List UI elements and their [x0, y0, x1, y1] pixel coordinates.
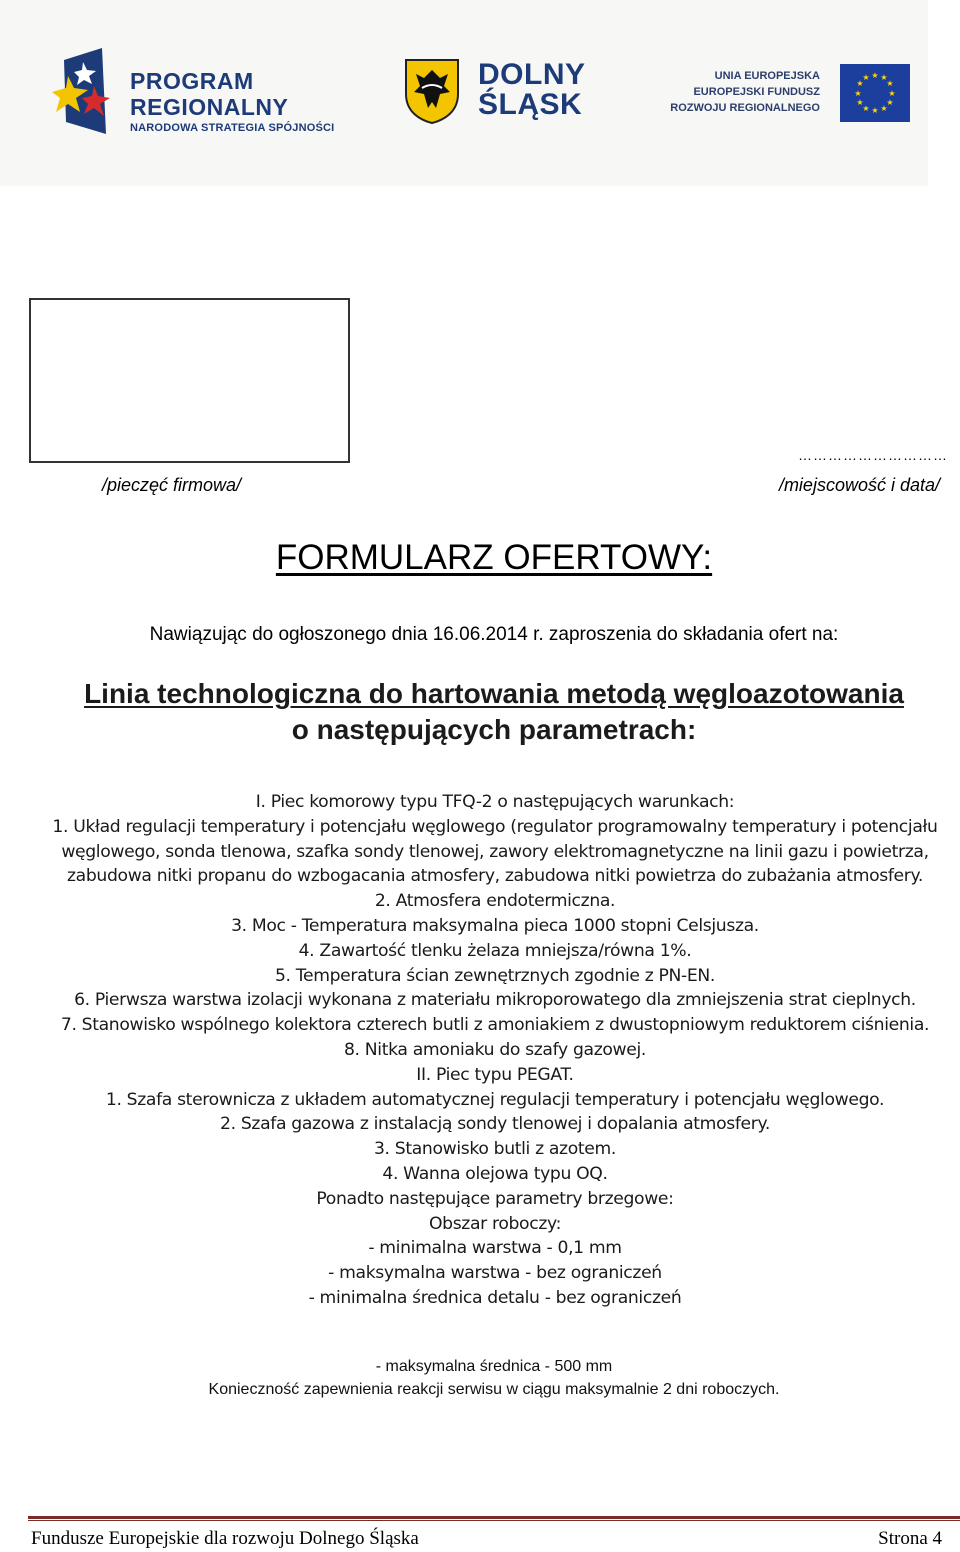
- logo-line: ROZWOJU REGIONALNEGO: [670, 102, 820, 114]
- service-note: Konieczność zapewnienia reakcji serwisu w ciągu maksymalnie 2 dni roboczych.: [208, 1381, 780, 1398]
- eu-flag-icon: [840, 64, 910, 122]
- list-item: - maksymalna warstwa - bez ograniczeń: [328, 1263, 662, 1284]
- list-item: 6. Pierwsza warstwa izolacji wykonana z materiału mikroporowatego dla zmniejszenia strat cieplnych.: [74, 990, 916, 1011]
- logo-line: REGIONALNY: [130, 94, 289, 120]
- logo-line: PROGRAM: [130, 68, 254, 94]
- list-item: - maksymalna średnica - 500 mm: [375, 1358, 613, 1375]
- list-item: 8. Nitka amoniaku do szafy gazowej.: [343, 1039, 647, 1060]
- svg-text:★: ★: [856, 98, 864, 107]
- subject-line-2: o następujących parametrach:: [291, 714, 697, 745]
- list-item: 7. Stanowisko wspólnego kolektora czterech butli z amoniakiem z dwustopniowym reduktorem ciśnienia.: [60, 1015, 930, 1036]
- logo-line: ŚLĄSK: [478, 88, 583, 121]
- coat-of-arms-icon: [404, 58, 460, 124]
- svg-text:★: ★: [862, 73, 870, 82]
- svg-text:★: ★: [880, 104, 888, 113]
- program-regionalny-logo: [52, 42, 352, 142]
- list-item: 1. Układ regulacji temperatury i potencjału węglowego (regulator programowalny temperatury i potencjału węglowego, sonda tlenowa, szafka sondy tlenowej, zawory elektromagnetyczne na linii gazu i powietrza, zabudowa nitki propanu do wzbogacania atmosfery, zabudowa nitki powietrza do zubażania atmosfery.: [52, 816, 938, 887]
- dolny-slask-text: [478, 60, 586, 120]
- dolny-slask-logo: [404, 58, 604, 128]
- stars-emblem-icon: [52, 42, 122, 142]
- svg-text:★: ★: [888, 89, 896, 98]
- subject-heading: [0, 676, 960, 748]
- logo-line: EUROPEJSKI FUNDUSZ: [693, 86, 820, 98]
- area-heading: Obszar roboczy:: [428, 1213, 562, 1234]
- logo-line: DOLNY: [478, 58, 586, 91]
- intro-text: Nawiązując do ogłoszonego dnia 16.06.2014 r. zaproszenia do składania ofert na:: [149, 624, 839, 645]
- logos-band: [0, 0, 928, 186]
- svg-text:★: ★: [854, 89, 862, 98]
- footer-rule: [28, 1516, 960, 1521]
- svg-text:★: ★: [862, 104, 870, 113]
- form-title: FORMULARZ OFERTOWY:: [275, 538, 713, 577]
- svg-text:★: ★: [886, 79, 894, 88]
- svg-text:★: ★: [886, 98, 894, 107]
- page-number: Strona 4: [878, 1528, 942, 1549]
- stamp-label: /pieczęć firmowa/: [102, 475, 242, 495]
- svg-text:★: ★: [856, 79, 864, 88]
- list-item: - minimalna warstwa - 0,1 mm: [368, 1238, 622, 1259]
- params-heading: Ponadto następujące parametry brzegowe:: [316, 1188, 674, 1209]
- list-item: 1. Szafa sterownicza z układem automatycznej regulacji temperatury i potencjału węglowego.: [105, 1089, 885, 1110]
- svg-text:★: ★: [880, 73, 888, 82]
- logo-line: UNIA EUROPEJSKA: [714, 70, 820, 82]
- unia-europejska-logo: [660, 64, 910, 124]
- date-placeholder-dots: …………………………: [798, 447, 948, 463]
- list-item: 3. Moc - Temperatura maksymalna pieca 1000 stopni Celsjusza.: [231, 915, 759, 936]
- svg-text:★: ★: [871, 71, 879, 80]
- subject-line-1: Linia technologiczna do hartowania metodą węgloazotowania: [84, 678, 904, 709]
- unia-europejska-text: [660, 68, 820, 116]
- list-item: 4. Zawartość tlenku żelaza mniejsza/równa 1%.: [298, 940, 692, 961]
- list-item: 5. Temperatura ścian zewnętrznych zgodnie z PN-EN.: [274, 965, 716, 986]
- list-item: 4. Wanna olejowa typu OQ.: [382, 1163, 608, 1184]
- specification-list: [30, 790, 960, 1311]
- footer-text: Fundusze Europejskie dla rozwoju Dolnego Śląska: [31, 1528, 419, 1549]
- section-heading: I. Piec komorowy typu TFQ-2 o następujących warunkach:: [255, 792, 735, 812]
- company-stamp-box: [29, 298, 350, 463]
- svg-text:★: ★: [871, 106, 879, 115]
- list-item: - minimalna średnica detalu - bez ograniczeń: [308, 1287, 682, 1308]
- list-item: 3. Stanowisko butli z azotem.: [373, 1139, 617, 1160]
- logo-line: NARODOWA STRATEGIA SPÓJNOŚCI: [130, 122, 335, 134]
- date-label: /miejscowość i data/: [778, 475, 940, 495]
- section-heading: II. Piec typu PEGAT.: [416, 1064, 574, 1085]
- program-regionalny-text: [130, 68, 334, 136]
- list-item: 2. Atmosfera endotermiczna.: [374, 891, 616, 912]
- list-item: 2. Szafa gazowa z instalacją sondy tlenowej i dopalania atmosfery.: [220, 1114, 770, 1135]
